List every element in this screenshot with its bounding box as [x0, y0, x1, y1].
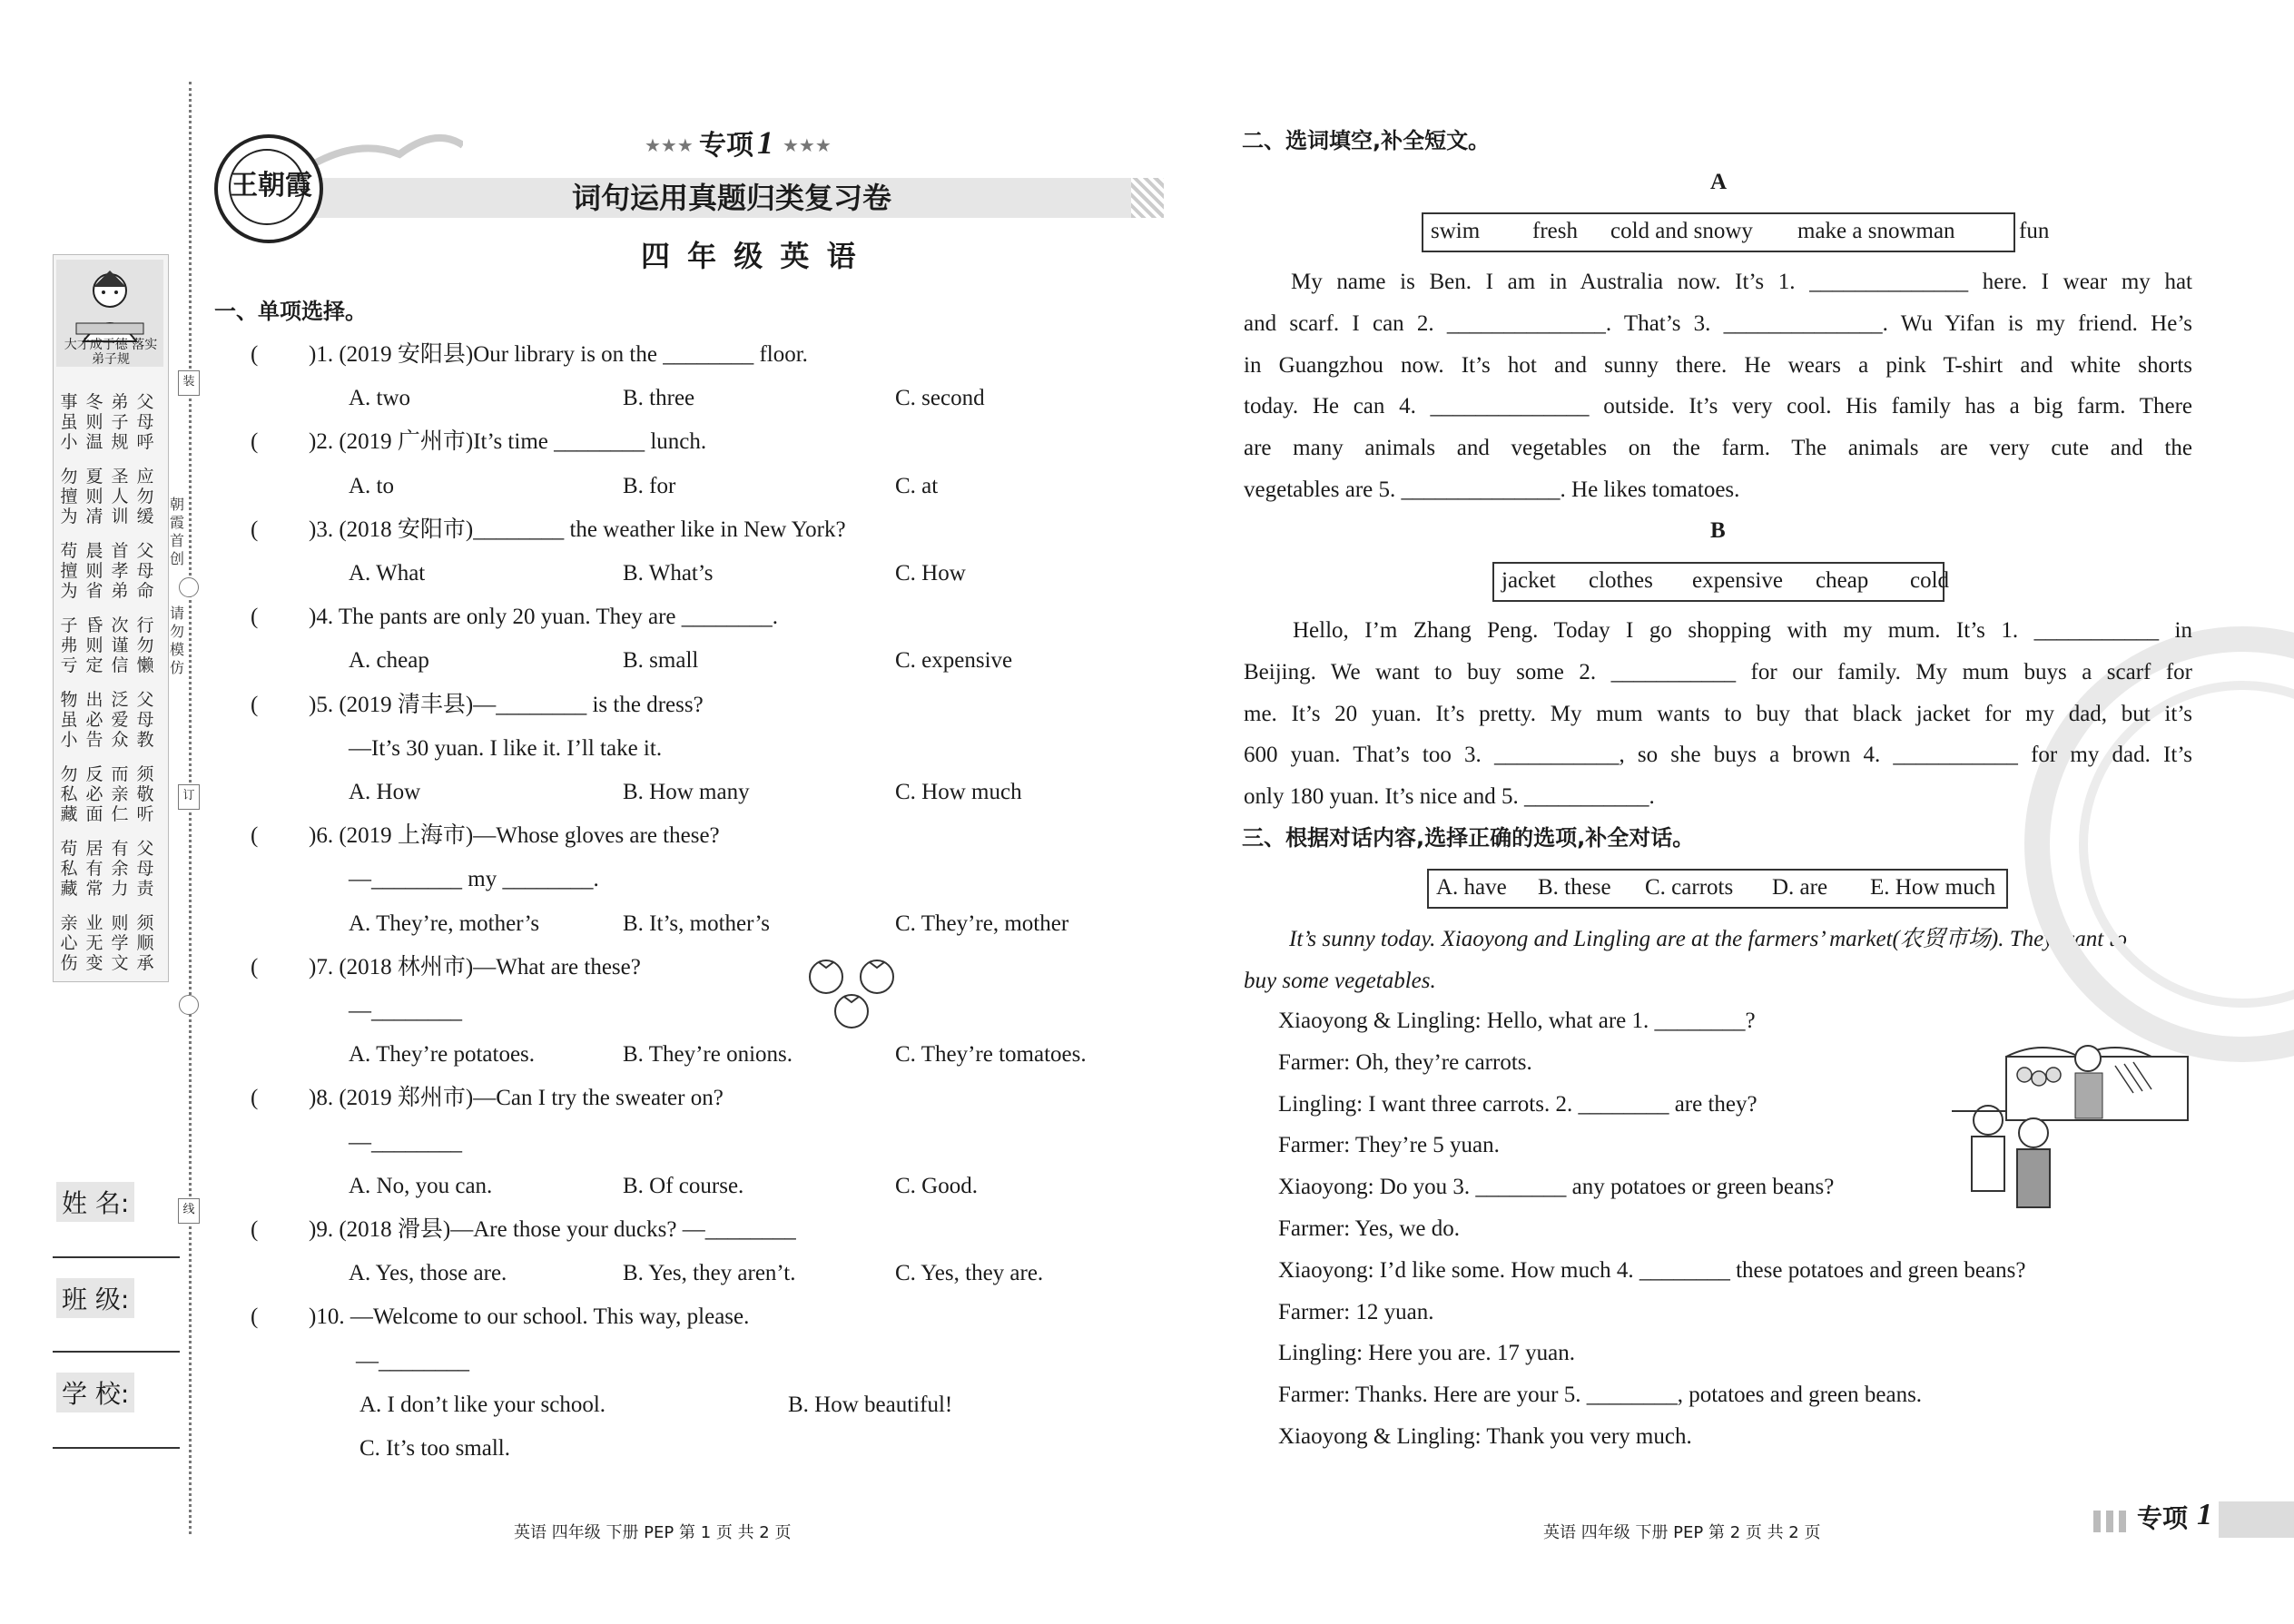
di-zi-gui-text	[58, 392, 162, 973]
question-line2: —________ my ________.	[349, 867, 599, 892]
corner-band	[2219, 1501, 2294, 1538]
option-a: A. How	[349, 780, 421, 804]
option-b: B. small	[623, 648, 699, 674]
dialogue-line: Xiaoyong: Do you 3. ________ any potatoes or green beans?	[1278, 1175, 1835, 1200]
option-choice: D. are	[1772, 875, 1828, 900]
motto-column: 居有常	[85, 839, 103, 899]
binding-mark-2: 订	[178, 784, 200, 810]
dialogue-line: Lingling: Here you are. 17 yuan.	[1278, 1341, 1575, 1366]
option-a: A. They’re potatoes.	[349, 1042, 536, 1068]
stars-left: ★★★	[645, 136, 694, 156]
tomatoes-picture	[806, 957, 902, 1033]
motto-column: 父母教	[136, 690, 154, 750]
motto-column: 出必告	[85, 690, 103, 750]
passage-line: 600 yuan. That’s too 3. ___________, so she buys a brown 4. ___________ for my dad. It’s	[1244, 743, 2192, 768]
corner-series-label: 专项	[2137, 1503, 2189, 1533]
motto-column: 亲心伤	[60, 913, 78, 973]
option-b: B. How beautiful!	[788, 1392, 953, 1417]
motto-column: 弟子规	[111, 392, 129, 452]
passage-line: only 180 yuan. It’s nice and 5. ___________.	[1244, 784, 1655, 810]
footer-left: 英语 四年级 下册 PEP 第 1 页 共 2 页	[514, 1523, 792, 1542]
option-b: B. What’s	[623, 561, 714, 586]
motto-column: 行勿懒	[136, 615, 154, 675]
passage-line: Hello, I’m Zhang Peng. Today I go shopping with my mum. It’s 1. ___________ in	[1293, 618, 2192, 643]
motto-column: 勿私藏	[60, 764, 78, 824]
word-choice: expensive	[1692, 568, 1783, 593]
answer-paren: (	[251, 342, 259, 367]
passage-line: My name is Ben. I am in Australia now. It’s 1. ______________ here. I wear my hat	[1291, 270, 2192, 294]
binding-mark-3: 线	[178, 1198, 200, 1224]
option-a: A. to	[349, 473, 394, 498]
passage-line: me. It’s 20 yuan. It’s pretty. My mum wants to buy that black jacket for my dad, but it’s	[1244, 701, 2192, 726]
school-field[interactable]	[53, 1447, 180, 1449]
name-label: 姓 名:	[56, 1182, 134, 1222]
answer-paren: (	[251, 429, 259, 455]
motto-column: 则学文	[111, 913, 129, 973]
section3-intro-line2: buy some vegetables.	[1244, 969, 1436, 993]
answer-paren: (	[251, 1217, 259, 1242]
question-stem: )3. (2018 安阳市)________ the weather like in New York?	[309, 517, 846, 542]
class-label: 班 级:	[56, 1278, 134, 1318]
word-choice: fun	[2019, 219, 2050, 243]
motto-column: 有余力	[111, 839, 129, 899]
dialogue-line: Farmer: Oh, they’re carrots.	[1278, 1049, 1532, 1075]
motto-column: 应勿缓	[136, 467, 154, 527]
motto-column: 圣人训	[111, 467, 129, 527]
word-choice: cheap	[1816, 568, 1869, 593]
series-number: 1	[757, 124, 773, 161]
motto-column: 而亲仁	[111, 764, 129, 824]
corner-series-number: 1	[2197, 1498, 2212, 1531]
option-c: C. How much	[895, 780, 1022, 804]
dialogue-line: Xiaoyong & Lingling: Thank you very much.	[1278, 1424, 1692, 1449]
question-stem: )6. (2019 上海市)—Whose gloves are these?	[309, 823, 720, 849]
motto-column: 子弗亏	[60, 615, 78, 675]
option-a: A. Yes, those are.	[349, 1261, 507, 1286]
option-b: B. three	[623, 386, 695, 411]
dialogue-line: Xiaoyong & Lingling: Hello, what are 1. ________?	[1278, 1009, 1756, 1033]
brand-logo-text: 王朝霞	[231, 171, 312, 201]
option-choice: E. How much	[1870, 875, 1996, 900]
question-stem: )2. (2019 广州市)It’s time ________ lunch.	[309, 429, 707, 455]
option-b: B. It’s, mother’s	[623, 910, 771, 936]
motto-column: 晨则省	[85, 541, 103, 601]
question-stem: )9. (2018 滑县)—Are those your ducks? —________	[309, 1217, 796, 1242]
motto-column: 勿擅为	[60, 467, 78, 527]
motto-column: 物虽小	[60, 690, 78, 750]
option-c: C. Yes, they are.	[895, 1261, 1044, 1286]
option-c: C. Good.	[895, 1173, 978, 1198]
answer-paren: (	[251, 954, 259, 979]
motto-column: 夏则凊	[85, 467, 103, 527]
question-stem: )5. (2019 清丰县)—________ is the dress?	[309, 692, 704, 717]
option-b: B. How many	[623, 780, 750, 804]
motto-column: 父母责	[136, 839, 154, 899]
paper-subtitle: 四 年 级 英 语	[641, 239, 860, 273]
dialogue-line: Xiaoyong: I’d like some. How much 4. ________ these potatoes and green beans?	[1278, 1257, 2026, 1283]
motto-column: 次谨信	[111, 615, 129, 675]
motto-column: 须顺承	[136, 913, 154, 973]
option-a: A. cheap	[349, 648, 429, 674]
word-choice: cold and snowy	[1610, 219, 1753, 243]
option-c: C. second	[895, 386, 985, 411]
motto-column: 苟私藏	[60, 839, 78, 899]
answer-paren: (	[251, 517, 259, 542]
option-a: A. I don’t like your school.	[359, 1392, 606, 1417]
question-line2: —________	[349, 1129, 462, 1155]
option-a: A. They’re, mother’s	[349, 910, 540, 936]
binding-hole-1	[179, 577, 199, 597]
question-stem: )10. —Welcome to our school. This way, please.	[309, 1304, 750, 1330]
paper-title: 词句运用真题归类复习卷	[572, 181, 892, 215]
word-choice: clothes	[1589, 568, 1653, 593]
dialogue-line: Farmer: 12 yuan.	[1278, 1299, 1434, 1324]
option-c: C. It’s too small.	[359, 1436, 510, 1461]
motto-column: 业无变	[85, 913, 103, 973]
dialogue-line: Farmer: Yes, we do.	[1278, 1216, 1460, 1241]
option-b: B. Yes, they aren’t.	[623, 1261, 796, 1286]
stars-right: ★★★	[783, 136, 832, 156]
class-field[interactable]	[53, 1351, 180, 1353]
option-c: C. at	[895, 473, 939, 498]
dialogue-line: Farmer: Thanks. Here are your 5. ________, potatoes and green beans.	[1278, 1383, 1923, 1408]
motto-column: 须敬听	[136, 764, 154, 824]
passage-line: and scarf. I can 2. ______________. That’s 3. ______________. Wu Yifan is my friend. He’s	[1244, 310, 2192, 336]
question-stem: )1. (2019 安阳县)Our library is on the ________ floor.	[309, 342, 808, 367]
word-choice: make a snowman	[1797, 219, 1955, 243]
motto-column: 首孝弟	[111, 541, 129, 601]
motto-column: 反必面	[85, 764, 103, 824]
word-choice: fresh	[1532, 219, 1578, 243]
answer-paren: (	[251, 1086, 259, 1111]
vertical-note-1: 朝霞首创	[169, 496, 184, 567]
option-a: A. What	[349, 561, 426, 586]
option-c: C. How	[895, 561, 966, 586]
option-choice: A. have	[1436, 875, 1507, 900]
footer-right: 英语 四年级 下册 PEP 第 2 页 共 2 页	[1543, 1523, 1821, 1542]
school-label: 学 校:	[56, 1373, 134, 1412]
section3-heading: 三、根据对话内容,选择正确的选项,补全对话。	[1242, 825, 1695, 851]
binding-mark-1: 装	[178, 370, 200, 396]
option-c: C. expensive	[895, 648, 1013, 674]
motto-column: 昏则定	[85, 615, 103, 675]
motto-column: 泛爱众	[111, 690, 129, 750]
answer-paren: (	[251, 692, 259, 717]
series-label: 专项	[699, 130, 753, 162]
partA-label: A	[1710, 170, 1728, 194]
option-c: C. They’re tomatoes.	[895, 1042, 1087, 1068]
answer-paren: (	[251, 605, 259, 630]
option-c: C. They’re, mother	[895, 910, 1069, 936]
question-stem: )7. (2018 林州市)—What are these?	[309, 954, 641, 979]
motto-column: 冬则温	[85, 392, 103, 452]
binding-hole-2	[179, 995, 199, 1015]
option-choice: B. these	[1538, 875, 1611, 900]
motto-column: 事虽小	[60, 392, 78, 452]
motto-column: 苟擅为	[60, 541, 78, 601]
passage-line: are many animals and vegetables on the farm. The animals are very cute and the	[1244, 436, 2192, 461]
motto-banner-text: 大才成于德 落实弟子规	[64, 338, 158, 367]
option-b: B. Of course.	[623, 1173, 744, 1198]
question-line2: —It’s 30 yuan. I like it. I’ll take it.	[349, 735, 663, 761]
section3-intro-line1: It’s sunny today. Xiaoyong and Lingling are at the farmers’ market(农贸市场). They want to	[1289, 927, 2127, 951]
option-b: B. They’re onions.	[623, 1042, 793, 1068]
word-choice: cold	[1910, 568, 1950, 593]
title-band-pattern	[1131, 178, 1164, 218]
passage-line: today. He can 4. ______________ outside. It’s very cool. His family has a big farm. There	[1244, 394, 2192, 419]
vertical-note-2: 请勿模仿	[169, 605, 184, 676]
name-field[interactable]	[53, 1256, 180, 1258]
answer-paren: (	[251, 823, 259, 849]
corner-pattern	[2093, 1511, 2130, 1532]
word-choice: jacket	[1501, 568, 1556, 593]
question-stem: )8. (2019 郑州市)—Can I try the sweater on?	[309, 1086, 724, 1111]
question-line2: —________	[349, 999, 462, 1023]
question-line2: —________	[356, 1348, 469, 1373]
question-stem: )4. The pants are only 20 yuan. They are ________.	[309, 605, 779, 630]
motto-column: 父母命	[136, 541, 154, 601]
partB-label: B	[1710, 518, 1726, 543]
farmers-market-illustration	[1952, 1038, 2197, 1229]
passage-line: vegetables are 5. ______________. He likes tomatoes.	[1244, 477, 1740, 502]
ribbon-decoration	[300, 118, 463, 191]
option-choice: C. carrots	[1645, 875, 1734, 900]
section2-heading: 二、选词填空,补全短文。	[1242, 128, 1491, 153]
option-a: A. two	[349, 386, 411, 411]
option-a: A. No, you can.	[349, 1173, 493, 1198]
motto-column: 父母呼	[136, 392, 154, 452]
dialogue-line: Lingling: I want three carrots. 2. ________ are they?	[1278, 1091, 1757, 1117]
answer-paren: (	[251, 1304, 259, 1330]
section1-heading: 一、单项选择。	[214, 299, 367, 324]
passage-line: Beijing. We want to buy some 2. ___________ for our family. My mum buys a scarf for	[1244, 659, 2192, 684]
word-choice: swim	[1431, 219, 1481, 243]
dialogue-line: Farmer: They’re 5 yuan.	[1278, 1133, 1500, 1158]
option-b: B. for	[623, 473, 676, 498]
passage-line: in Guangzhou now. It’s hot and sunny there. He wears a pink T-shirt and white shorts	[1244, 352, 2192, 378]
